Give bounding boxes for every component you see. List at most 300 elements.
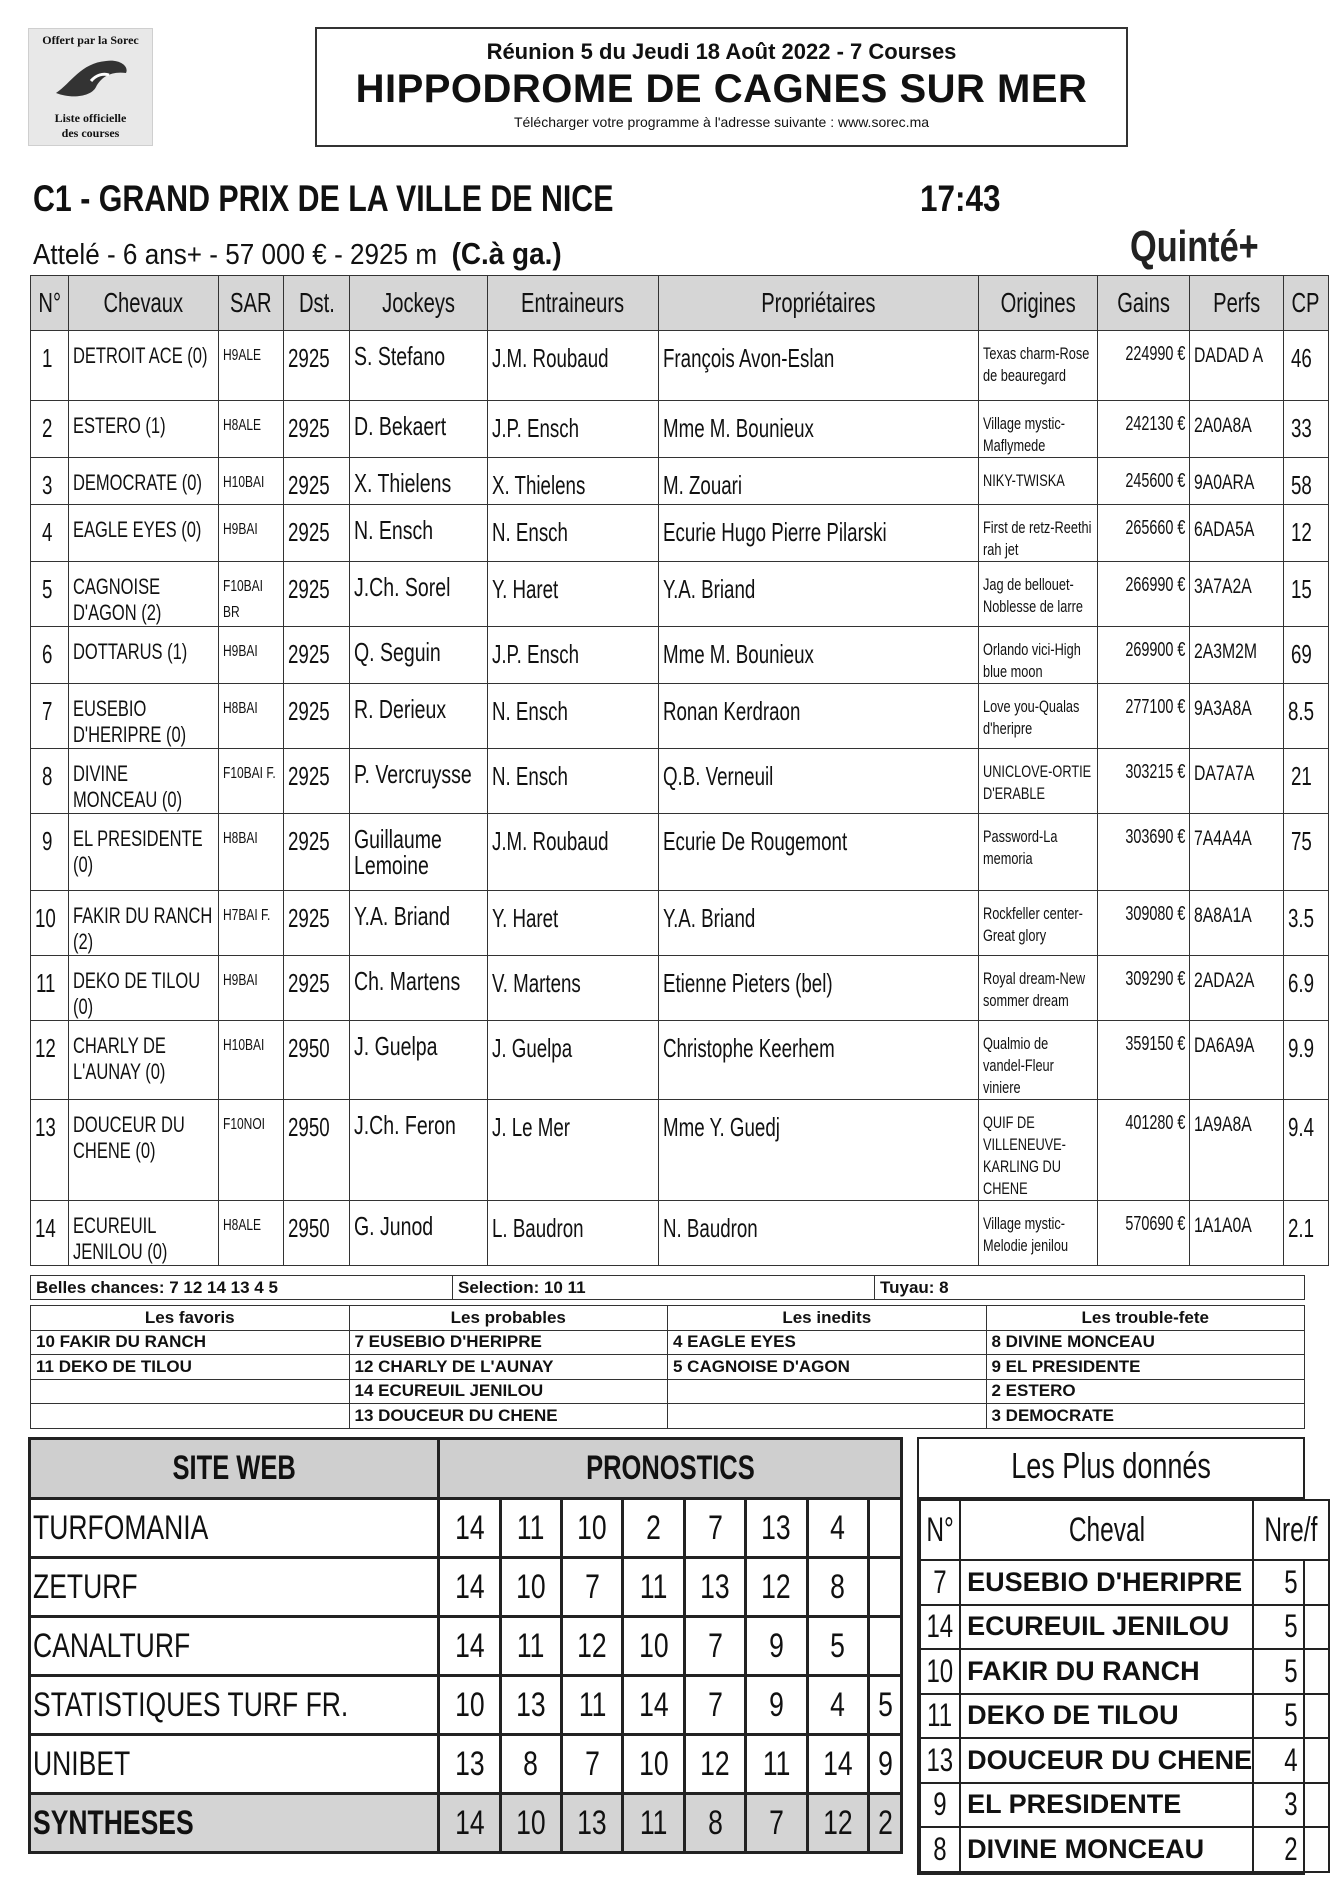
pick-number: 5 bbox=[807, 1617, 868, 1676]
race-conditions: Attelé - 6 ans+ - 57 000 € - 2925 m (C.à ga.) bbox=[33, 236, 562, 271]
performances: 1A9A8A bbox=[1190, 1100, 1283, 1201]
most-picked-row bbox=[920, 1560, 1329, 1605]
sorec-logo bbox=[28, 28, 153, 146]
jockey-name: Guillaume Lemoine bbox=[350, 814, 488, 891]
odds: 69 bbox=[1283, 627, 1328, 684]
pick-number: 8 bbox=[500, 1735, 561, 1794]
earnings: 245600 € bbox=[1098, 458, 1190, 505]
sex-age-coat: F10NOI bbox=[218, 1100, 283, 1201]
group-entry bbox=[31, 1404, 350, 1429]
jockey-name: N. Ensch bbox=[350, 505, 488, 562]
runner-number: 8 bbox=[31, 749, 69, 814]
runner-number: 4 bbox=[31, 505, 69, 562]
performances: 9A0ARA bbox=[1190, 458, 1283, 505]
jockey-name: Q. Seguin bbox=[350, 627, 488, 684]
most-picked-horse: DEKO DE TILOU bbox=[960, 1694, 1253, 1739]
most-picked-header: Nre/f bbox=[1253, 1500, 1329, 1560]
earnings: 242130 € bbox=[1098, 401, 1190, 458]
sex-age-coat: H8BAI bbox=[218, 814, 283, 891]
runner-row bbox=[31, 1201, 1329, 1266]
pick-number: 8 bbox=[684, 1794, 745, 1853]
most-picked-row bbox=[920, 1783, 1329, 1828]
logo-bottom-text: Liste officielle des courses bbox=[54, 111, 127, 140]
odds: 12 bbox=[1283, 505, 1328, 562]
most-picked-horse: EL PRESIDENTE bbox=[960, 1783, 1253, 1828]
earnings: 224990 € bbox=[1098, 331, 1190, 401]
pick-number: 7 bbox=[684, 1676, 745, 1735]
most-picked-header: N° bbox=[920, 1500, 960, 1560]
runner-number: 10 bbox=[31, 891, 69, 956]
pick-number: 11 bbox=[500, 1499, 561, 1558]
runners-table bbox=[30, 275, 1329, 1266]
pick-number: 14 bbox=[439, 1617, 500, 1676]
distance: 2925 bbox=[283, 684, 350, 749]
most-picked-number: 13 bbox=[920, 1738, 960, 1783]
pick-number: 14 bbox=[807, 1735, 868, 1794]
pick-number: 13 bbox=[562, 1794, 623, 1853]
pick-number: 2 bbox=[868, 1794, 901, 1853]
group-row bbox=[31, 1404, 1305, 1429]
owner-name: M. Zouari bbox=[658, 458, 978, 505]
runner-row bbox=[31, 891, 1329, 956]
runner-number: 7 bbox=[31, 684, 69, 749]
most-picked-horse: EUSEBIO D'HERIPRE bbox=[960, 1560, 1253, 1605]
runner-row bbox=[31, 401, 1329, 458]
earnings: 303690 € bbox=[1098, 814, 1190, 891]
horse-name: EL PRESIDENTE (0) bbox=[68, 814, 218, 891]
performances: 2A3M2M bbox=[1190, 627, 1283, 684]
sex-age-coat: H10BAI bbox=[218, 458, 283, 505]
pick-number: 11 bbox=[746, 1735, 807, 1794]
runner-row bbox=[31, 458, 1329, 505]
distance: 2925 bbox=[283, 331, 350, 401]
horse-name: DETROIT ACE (0) bbox=[68, 331, 218, 401]
jockey-name: P. Vercruysse bbox=[350, 749, 488, 814]
tuyau: Tuyau: 8 bbox=[875, 1276, 1305, 1300]
trainer-name: L. Baudron bbox=[487, 1201, 658, 1266]
trainer-name: J.P. Ensch bbox=[487, 627, 658, 684]
performances: DADAD A bbox=[1190, 331, 1283, 401]
runner-row bbox=[31, 814, 1329, 891]
column-header: Perfs bbox=[1190, 276, 1283, 331]
site-name: SYNTHESES bbox=[30, 1794, 439, 1853]
site-name: UNIBET bbox=[30, 1735, 439, 1794]
pick-number: 12 bbox=[562, 1617, 623, 1676]
origins: Orlando vici-High blue moon bbox=[978, 627, 1098, 684]
most-picked-row bbox=[920, 1827, 1329, 1872]
group-entry: 4 EAGLE EYES bbox=[668, 1330, 987, 1355]
pick-number: 12 bbox=[807, 1794, 868, 1853]
pick-number: 13 bbox=[746, 1499, 807, 1558]
column-header: SAR bbox=[218, 276, 283, 331]
origins: UNICLOVE-ORTIE D'ERABLE bbox=[978, 749, 1098, 814]
horse-name: DIVINE MONCEAU (0) bbox=[68, 749, 218, 814]
pick-number: 10 bbox=[623, 1735, 684, 1794]
sex-age-coat: H9BAI bbox=[218, 505, 283, 562]
group-entry bbox=[668, 1404, 987, 1429]
runner-number: 6 bbox=[31, 627, 69, 684]
sex-age-coat: H9ALE bbox=[218, 331, 283, 401]
pronostic-row bbox=[30, 1676, 902, 1735]
jockey-name: G. Junod bbox=[350, 1201, 488, 1266]
distance: 2925 bbox=[283, 401, 350, 458]
jockey-name: S. Stefano bbox=[350, 331, 488, 401]
groups-table bbox=[30, 1305, 1305, 1429]
owner-name: Y.A. Briand bbox=[658, 562, 978, 627]
download-note: Télécharger votre programme à l'adresse suivante : www.sorec.ma bbox=[513, 114, 930, 130]
most-picked-number: 7 bbox=[920, 1560, 960, 1605]
most-picked-row bbox=[920, 1694, 1329, 1739]
performances: DA6A9A bbox=[1190, 1021, 1283, 1100]
trainer-name: J. Guelpa bbox=[487, 1021, 658, 1100]
pick-number: 11 bbox=[623, 1794, 684, 1853]
group-entry: 11 DEKO DE TILOU bbox=[31, 1355, 350, 1380]
trainer-name: N. Ensch bbox=[487, 749, 658, 814]
performances: 2A0A8A bbox=[1190, 401, 1283, 458]
logo-top-text: Offert par la Sorec bbox=[42, 33, 139, 47]
earnings: 277100 € bbox=[1098, 684, 1190, 749]
earnings: 570690 € bbox=[1098, 1201, 1190, 1266]
performances: 2ADA2A bbox=[1190, 956, 1283, 1021]
most-picked-horse: FAKIR DU RANCH bbox=[960, 1649, 1253, 1694]
pick-number: 7 bbox=[746, 1794, 807, 1853]
sex-age-coat: F10BAI F. bbox=[218, 749, 283, 814]
pronostic-row bbox=[30, 1499, 902, 1558]
earnings: 269900 € bbox=[1098, 627, 1190, 684]
trainer-name: Y. Haret bbox=[487, 891, 658, 956]
pick-number: 7 bbox=[562, 1735, 623, 1794]
group-entry bbox=[31, 1379, 350, 1404]
runner-number: 1 bbox=[31, 331, 69, 401]
pick-number: 10 bbox=[562, 1499, 623, 1558]
sex-age-coat: H10BAI bbox=[218, 1021, 283, 1100]
jockey-name: X. Thielens bbox=[350, 458, 488, 505]
earnings: 309080 € bbox=[1098, 891, 1190, 956]
racecourse-name: HIPPODROME DE CAGNES SUR MER bbox=[355, 67, 1088, 111]
group-entry: 7 EUSEBIO D'HERIPRE bbox=[349, 1330, 668, 1355]
group-entry bbox=[668, 1379, 987, 1404]
group-row bbox=[31, 1355, 1305, 1380]
most-picked-count: 4 bbox=[1253, 1738, 1329, 1783]
site-name: TURFOMANIA bbox=[30, 1499, 439, 1558]
group-header: Les inedits bbox=[668, 1306, 987, 1331]
runner-number: 13 bbox=[31, 1100, 69, 1201]
runner-row bbox=[31, 749, 1329, 814]
distance: 2925 bbox=[283, 749, 350, 814]
pick-number: 10 bbox=[500, 1794, 561, 1853]
performances: 9A3A8A bbox=[1190, 684, 1283, 749]
group-row bbox=[31, 1330, 1305, 1355]
pick-number: 9 bbox=[746, 1676, 807, 1735]
performances: 7A4A4A bbox=[1190, 814, 1283, 891]
earnings: 359150 € bbox=[1098, 1021, 1190, 1100]
owner-name: François Avon-Eslan bbox=[658, 331, 978, 401]
trainer-name: J.M. Roubaud bbox=[487, 331, 658, 401]
distance: 2925 bbox=[283, 814, 350, 891]
performances: 3A7A2A bbox=[1190, 562, 1283, 627]
distance: 2925 bbox=[283, 562, 350, 627]
runner-number: 2 bbox=[31, 401, 69, 458]
jockey-name: D. Bekaert bbox=[350, 401, 488, 458]
sex-age-coat: H9BAI bbox=[218, 627, 283, 684]
pick-number: 8 bbox=[807, 1558, 868, 1617]
group-entry: 10 FAKIR DU RANCH bbox=[31, 1330, 350, 1355]
race-title: C1 - GRAND PRIX DE LA VILLE DE NICE bbox=[33, 178, 614, 219]
most-picked-count: 5 bbox=[1253, 1560, 1329, 1605]
owner-name: Mme M. Bounieux bbox=[658, 627, 978, 684]
pick-number: 9 bbox=[746, 1617, 807, 1676]
pick-number: 2 bbox=[623, 1499, 684, 1558]
origins: QUIF DE VILLENEUVE-KARLING DU CHENE bbox=[978, 1100, 1098, 1201]
runner-number: 11 bbox=[31, 956, 69, 1021]
earnings: 265660 € bbox=[1098, 505, 1190, 562]
sex-age-coat: H8BAI bbox=[218, 684, 283, 749]
owner-name: Ronan Kerdraon bbox=[658, 684, 978, 749]
odds: 15 bbox=[1283, 562, 1328, 627]
pronostic-row bbox=[30, 1558, 902, 1617]
pick-number: 11 bbox=[623, 1558, 684, 1617]
trainer-name: X. Thielens bbox=[487, 458, 658, 505]
earnings: 401280 € bbox=[1098, 1100, 1190, 1201]
distance: 2925 bbox=[283, 458, 350, 505]
most-picked-header: Cheval bbox=[960, 1500, 1253, 1560]
origins: Password-La memoria bbox=[978, 814, 1098, 891]
runner-row bbox=[31, 956, 1329, 1021]
horse-name: CAGNOISE D'AGON (2) bbox=[68, 562, 218, 627]
jockey-name: Y.A. Briand bbox=[350, 891, 488, 956]
odds: 9.9 bbox=[1283, 1021, 1328, 1100]
most-picked-title: Les Plus donnés bbox=[919, 1439, 1303, 1499]
pick-number: 10 bbox=[439, 1676, 500, 1735]
meeting-header bbox=[315, 27, 1128, 147]
sex-age-coat: H7BAI F. bbox=[218, 891, 283, 956]
pick-number: 11 bbox=[562, 1676, 623, 1735]
owner-name: Etienne Pieters (bel) bbox=[658, 956, 978, 1021]
origins: Royal dream-New sommer dream bbox=[978, 956, 1098, 1021]
jockey-name: R. Derieux bbox=[350, 684, 488, 749]
runner-number: 12 bbox=[31, 1021, 69, 1100]
group-entry: 14 ECUREUIL JENILOU bbox=[349, 1379, 668, 1404]
owner-name: Mme M. Bounieux bbox=[658, 401, 978, 458]
odds: 33 bbox=[1283, 401, 1328, 458]
trainer-name: J. Le Mer bbox=[487, 1100, 658, 1201]
odds: 2.1 bbox=[1283, 1201, 1328, 1266]
pronostics-table bbox=[28, 1437, 903, 1854]
pick-number: 14 bbox=[439, 1499, 500, 1558]
pick-number: 10 bbox=[500, 1558, 561, 1617]
pick-number: 13 bbox=[684, 1558, 745, 1617]
performances: 8A8A1A bbox=[1190, 891, 1283, 956]
owner-name: N. Baudron bbox=[658, 1201, 978, 1266]
jockey-name: Ch. Martens bbox=[350, 956, 488, 1021]
column-header: Propriétaires bbox=[658, 276, 978, 331]
group-row bbox=[31, 1379, 1305, 1404]
race-time: 17:43 bbox=[920, 178, 1001, 219]
sex-age-coat: H8ALE bbox=[218, 401, 283, 458]
odds: 46 bbox=[1283, 331, 1328, 401]
odds: 75 bbox=[1283, 814, 1328, 891]
most-picked-count: 5 bbox=[1253, 1605, 1329, 1650]
performances: DA7A7A bbox=[1190, 749, 1283, 814]
group-header: Les favoris bbox=[31, 1306, 350, 1331]
pick-number bbox=[868, 1558, 901, 1617]
most-picked-count: 5 bbox=[1253, 1694, 1329, 1739]
column-header: Gains bbox=[1098, 276, 1190, 331]
selection: Selection: 10 11 bbox=[453, 1276, 875, 1300]
column-header: Origines bbox=[978, 276, 1098, 331]
earnings: 303215 € bbox=[1098, 749, 1190, 814]
distance: 2925 bbox=[283, 891, 350, 956]
distance: 2950 bbox=[283, 1201, 350, 1266]
origins: Texas charm-Rose de beauregard bbox=[978, 331, 1098, 401]
most-picked-row bbox=[920, 1649, 1329, 1694]
distance: 2925 bbox=[283, 956, 350, 1021]
owner-name: Ecurie De Rougemont bbox=[658, 814, 978, 891]
meeting-info: Réunion 5 du Jeudi 18 Août 2022 - 7 Courses bbox=[486, 39, 957, 64]
column-header: CP bbox=[1283, 276, 1328, 331]
pronostics-header: PRONOSTICS bbox=[439, 1439, 902, 1499]
site-web-header: SITE WEB bbox=[30, 1439, 439, 1499]
horse-name: CHARLY DE L'AUNAY (0) bbox=[68, 1021, 218, 1100]
trainer-name: J.M. Roubaud bbox=[487, 814, 658, 891]
runner-number: 9 bbox=[31, 814, 69, 891]
performances: 6ADA5A bbox=[1190, 505, 1283, 562]
horse-name: DOTTARUS (1) bbox=[68, 627, 218, 684]
runners-header-row bbox=[31, 276, 1329, 331]
odds: 3.5 bbox=[1283, 891, 1328, 956]
pick-number: 14 bbox=[439, 1794, 500, 1853]
origins: Jag de bellouet-Noblesse de larre bbox=[978, 562, 1098, 627]
most-picked-horse: DOUCEUR DU CHENE bbox=[960, 1738, 1253, 1783]
horse-name: FAKIR DU RANCH (2) bbox=[68, 891, 218, 956]
performances: 1A1A0A bbox=[1190, 1201, 1283, 1266]
most-picked-count: 3 bbox=[1253, 1783, 1329, 1828]
column-header: Jockeys bbox=[350, 276, 488, 331]
site-name: ZETURF bbox=[30, 1558, 439, 1617]
trainer-name: Y. Haret bbox=[487, 562, 658, 627]
pick-number: 12 bbox=[684, 1735, 745, 1794]
trainer-name: N. Ensch bbox=[487, 684, 658, 749]
origins: Village mystic-Melodie jenilou bbox=[978, 1201, 1098, 1266]
runner-row bbox=[31, 627, 1329, 684]
runner-row bbox=[31, 1100, 1329, 1201]
horse-name: EAGLE EYES (0) bbox=[68, 505, 218, 562]
most-picked-count: 5 bbox=[1253, 1649, 1329, 1694]
pick-number: 13 bbox=[439, 1735, 500, 1794]
most-picked-number: 11 bbox=[920, 1694, 960, 1739]
pick-number: 11 bbox=[500, 1617, 561, 1676]
jockey-name: J.Ch. Feron bbox=[350, 1100, 488, 1201]
pick-number: 7 bbox=[684, 1617, 745, 1676]
distance: 2950 bbox=[283, 1100, 350, 1201]
group-entry: 8 DIVINE MONCEAU bbox=[986, 1330, 1305, 1355]
runner-row bbox=[31, 331, 1329, 401]
most-picked-number: 9 bbox=[920, 1783, 960, 1828]
runner-number: 3 bbox=[31, 458, 69, 505]
bet-type: Quinté+ bbox=[1130, 222, 1259, 271]
pick-number: 4 bbox=[807, 1676, 868, 1735]
pronostic-row bbox=[30, 1617, 902, 1676]
pick-number: 4 bbox=[807, 1499, 868, 1558]
pick-number: 10 bbox=[623, 1617, 684, 1676]
earnings: 309290 € bbox=[1098, 956, 1190, 1021]
origins: NIKY-TWISKA bbox=[978, 458, 1098, 505]
most-picked-row bbox=[920, 1605, 1329, 1650]
group-entry: 9 EL PRESIDENTE bbox=[986, 1355, 1305, 1380]
origins: Village mystic-Maflymede bbox=[978, 401, 1098, 458]
pick-number: 13 bbox=[500, 1676, 561, 1735]
trainer-name: N. Ensch bbox=[487, 505, 658, 562]
owner-name: Christophe Keerhem bbox=[658, 1021, 978, 1100]
trainer-name: V. Martens bbox=[487, 956, 658, 1021]
distance: 2950 bbox=[283, 1021, 350, 1100]
pronostic-row bbox=[30, 1735, 902, 1794]
distance: 2925 bbox=[283, 627, 350, 684]
earnings: 266990 € bbox=[1098, 562, 1190, 627]
column-header: Dst. bbox=[283, 276, 350, 331]
origins: Qualmio de vandel-Fleur viniere bbox=[978, 1021, 1098, 1100]
owner-name: Y.A. Briand bbox=[658, 891, 978, 956]
runner-row bbox=[31, 562, 1329, 627]
pick-number bbox=[868, 1617, 901, 1676]
origins: Love you-Qualas d'heripre bbox=[978, 684, 1098, 749]
most-picked-number: 14 bbox=[920, 1605, 960, 1650]
sex-age-coat: H8ALE bbox=[218, 1201, 283, 1266]
sex-age-coat: F10BAI BR bbox=[218, 562, 283, 627]
jockey-name: J.Ch. Sorel bbox=[350, 562, 488, 627]
horse-logo-icon bbox=[51, 53, 131, 103]
group-entry: 13 DOUCEUR DU CHENE bbox=[349, 1404, 668, 1429]
horse-name: DEMOCRATE (0) bbox=[68, 458, 218, 505]
pick-number: 5 bbox=[868, 1676, 901, 1735]
most-picked-horse: DIVINE MONCEAU bbox=[960, 1827, 1253, 1872]
horse-name: ECUREUIL JENILOU (0) bbox=[68, 1201, 218, 1266]
runner-row bbox=[31, 505, 1329, 562]
horse-name: ESTERO (1) bbox=[68, 401, 218, 458]
site-name: STATISTIQUES TURF FR. bbox=[30, 1676, 439, 1735]
trainer-name: J.P. Ensch bbox=[487, 401, 658, 458]
distance: 2925 bbox=[283, 505, 350, 562]
origins: First de retz-Reethi rah jet bbox=[978, 505, 1098, 562]
tips-table bbox=[30, 1275, 1305, 1300]
pick-number: 14 bbox=[439, 1558, 500, 1617]
most-picked-count: 2 bbox=[1253, 1827, 1329, 1872]
odds: 9.4 bbox=[1283, 1100, 1328, 1201]
pick-number bbox=[868, 1499, 901, 1558]
pick-number: 9 bbox=[868, 1735, 901, 1794]
column-header: Chevaux bbox=[68, 276, 218, 331]
group-entry: 3 DEMOCRATE bbox=[986, 1404, 1305, 1429]
group-entry: 2 ESTERO bbox=[986, 1379, 1305, 1404]
group-entry: 12 CHARLY DE L'AUNAY bbox=[349, 1355, 668, 1380]
runner-number: 5 bbox=[31, 562, 69, 627]
runner-number: 14 bbox=[31, 1201, 69, 1266]
most-picked-panel bbox=[917, 1437, 1318, 1875]
jockey-name: J. Guelpa bbox=[350, 1021, 488, 1100]
site-name: CANALTURF bbox=[30, 1617, 439, 1676]
pick-number: 14 bbox=[623, 1676, 684, 1735]
origins: Rockfeller center-Great glory bbox=[978, 891, 1098, 956]
most-picked-number: 10 bbox=[920, 1649, 960, 1694]
pick-number: 7 bbox=[684, 1499, 745, 1558]
horse-name: DEKO DE TILOU (0) bbox=[68, 956, 218, 1021]
group-entry: 5 CAGNOISE D'AGON bbox=[668, 1355, 987, 1380]
column-header: N° bbox=[31, 276, 69, 331]
odds: 8.5 bbox=[1283, 684, 1328, 749]
owner-name: Mme Y. Guedj bbox=[658, 1100, 978, 1201]
odds: 6.9 bbox=[1283, 956, 1328, 1021]
owner-name: Q.B. Verneuil bbox=[658, 749, 978, 814]
